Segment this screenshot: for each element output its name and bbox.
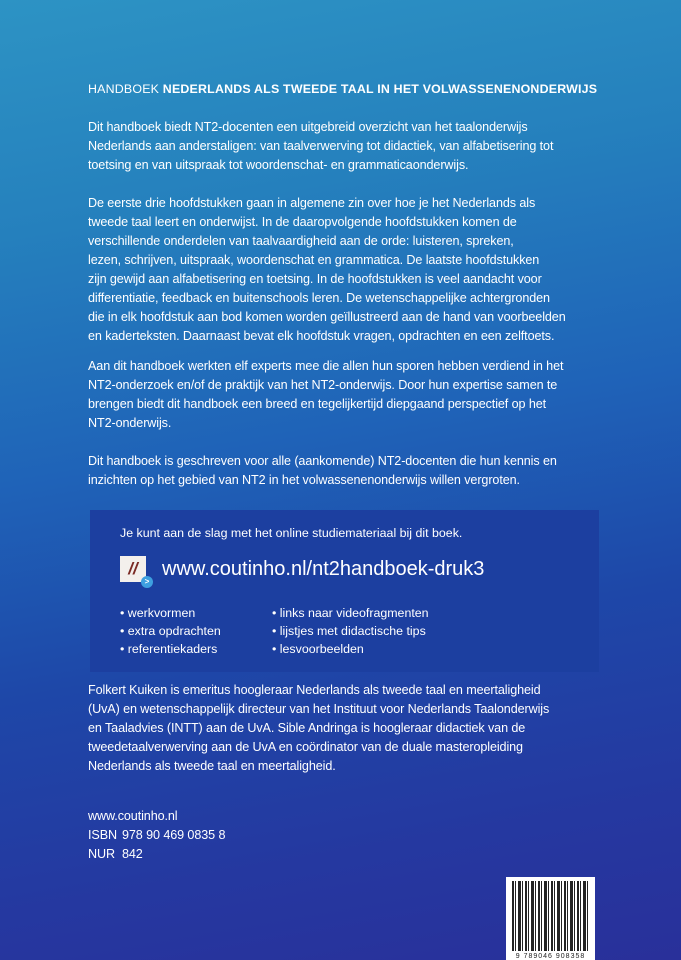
text-line: NT2-onderwijs. — [88, 416, 172, 430]
paragraph-intro — [88, 118, 553, 175]
title-prefix: HANDBOEK — [88, 82, 163, 96]
text-line: lezen, schrijven, uitspraak, woordenschat en grammatica. De laatste hoofdstukken — [88, 253, 540, 267]
text-line: differentiatie, feedback en buitenschools leren. De wetenschappelijke achtergronden — [88, 291, 550, 305]
text-line: tweede taal leert en onderwijst. In de daaropvolgende hoofdstukken komen de — [88, 215, 517, 229]
online-material-box — [90, 510, 599, 672]
isbn-label: ISBN — [88, 828, 117, 842]
text-line: zijn gewijd aan alfabetisering en toetsing. In de hoofdstukken is veel aandacht voor — [88, 272, 542, 286]
text-line: De eerste drie hoofdstukken gaan in algemene zin over hoe je het Nederlands als — [88, 196, 536, 210]
text-line: Aan dit handboek werkten elf experts mee die allen hun sporen hebben verdiend in het — [88, 359, 564, 373]
list-item: • werkvormen — [120, 604, 221, 622]
text-line: die in elk hoofdstuk aan bod komen worden geïllustreerd aan de hand van voorbeelden — [88, 310, 566, 324]
list-item: • links naar videofragmenten — [272, 604, 429, 622]
text-line: NT2-onderzoek en/of de praktijk van het NT2-onderwijs. Door hun expertise samen te — [88, 378, 558, 392]
text-line: inzichten op het gebied van NT2 in het volwassenenonderwijs willen vergroten. — [88, 473, 520, 487]
title-main: NEDERLANDS ALS TWEEDE TAAL IN HET VOLWASSENENONDERWIJS — [162, 82, 598, 96]
website-link[interactable]: www.coutinho.nl — [88, 809, 178, 823]
text-line: Nederlands als tweede taal en meertaligheid. — [88, 759, 336, 773]
coutinho-logo-icon: // > — [120, 556, 146, 582]
text-line: (UvA) en wetenschappelijk directeur van het Instituut voor Nederlands Taalonderwijs — [88, 702, 550, 716]
text-line: brengen biedt dit handboek een breed en tegelijkertijd diepgaand perspectief op het — [88, 397, 547, 411]
online-url-link[interactable]: www.coutinho.nl/nt2handboek-druk3 — [162, 557, 485, 580]
text-line: Dit handboek biedt NT2-docenten een uitgebreid overzicht van het taalonderwijs — [88, 120, 528, 134]
list-item: • extra opdrachten — [120, 622, 221, 640]
barcode-number: 9 789046 908358 — [515, 953, 586, 960]
nur-label: NUR — [88, 847, 115, 861]
paragraph-contents — [88, 194, 566, 346]
barcode-bars — [512, 881, 589, 951]
feature-list-left — [120, 604, 221, 658]
paragraph-audience — [88, 452, 557, 490]
arrow-icon: > — [141, 576, 153, 588]
list-item: • lijstjes met didactische tips — [272, 622, 429, 640]
text-line: verschillende onderdelen van taalvaardigheid aan de orde: luisteren, spreken, — [88, 234, 514, 248]
text-line: toetsing en van uitspraak tot woordenschat- en grammaticaonderwijs. — [88, 158, 469, 172]
barcode — [506, 877, 595, 960]
text-line: Folkert Kuiken is emeritus hoogleraar Nederlands als tweede taal en meertaligheid — [88, 683, 541, 697]
text-line: Nederlands aan anderstaligen: van taalverwerving tot didactiek, van alfabetisering tot — [88, 139, 554, 153]
text-line: en Taaladvies (INTT) aan de UvA. Sible Andringa is hoogleraar didactiek van de — [88, 721, 526, 735]
text-line: tweedetaalverwerving aan de UvA en coördinator van de duale masteropleiding — [88, 740, 523, 754]
url-row[interactable] — [120, 556, 485, 586]
book-title — [88, 80, 597, 99]
list-item: • lesvoorbeelden — [272, 640, 429, 658]
text-line: Dit handboek is geschreven voor alle (aankomende) NT2-docenten die hun kennis en — [88, 454, 557, 468]
feature-list-right — [272, 604, 429, 658]
author-bio — [88, 681, 549, 776]
list-item: • referentiekaders — [120, 640, 221, 658]
publication-meta — [88, 807, 225, 864]
nur-value: 842 — [122, 847, 143, 861]
paragraph-authors — [88, 357, 563, 433]
isbn-value: 978 90 469 0835 8 — [122, 828, 226, 842]
text-line: en kaderteksten. Daarnaast bevat elk hoofdstuk vragen, opdrachten en een zelftoets. — [88, 329, 555, 343]
online-intro: Je kunt aan de slag met het online studiemateriaal bij dit boek. — [120, 526, 463, 540]
